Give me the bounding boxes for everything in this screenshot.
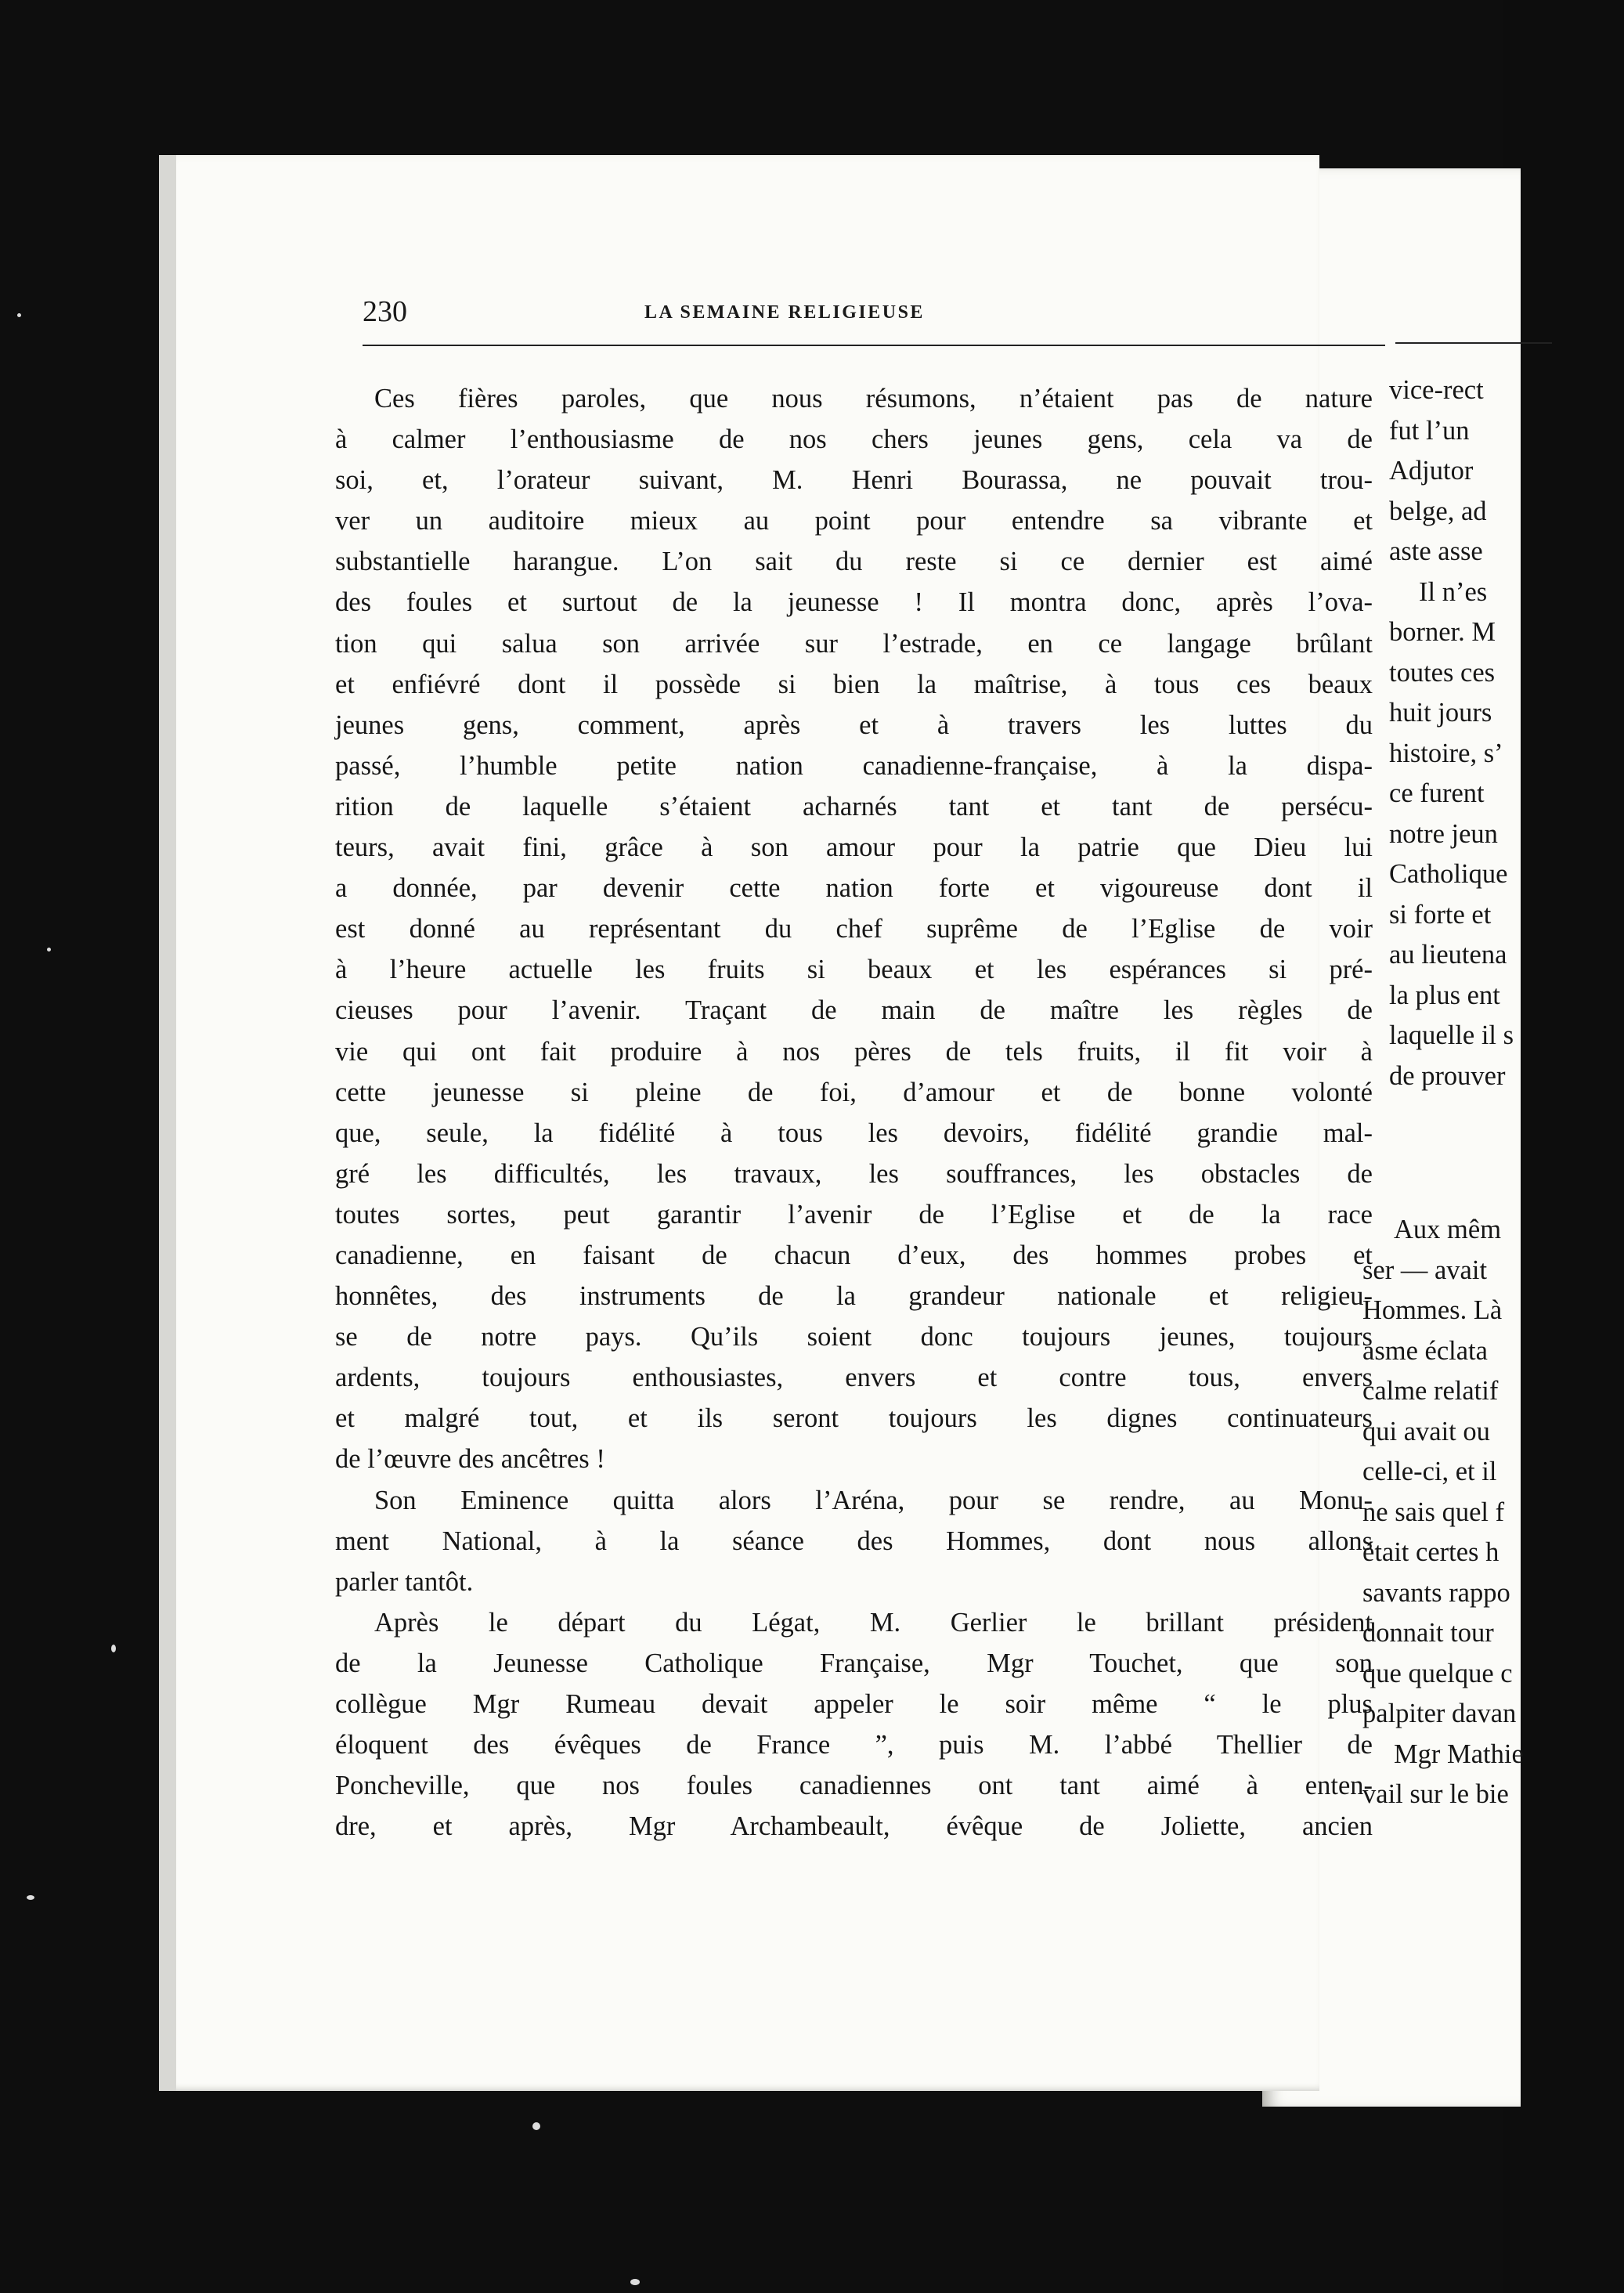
dust-speck	[17, 313, 21, 317]
text-line: jeunes gens, comment, après et à travers les luttes du	[335, 710, 1373, 740]
text-line: Mgr Mathie	[1394, 1739, 1524, 1769]
text-line: si forte et	[1389, 899, 1492, 930]
text-line: collègue Mgr Rumeau devait appeler le soir même “ le plus	[335, 1689, 1373, 1719]
text-line: la plus ent	[1389, 980, 1500, 1010]
text-line: Hommes. Là	[1362, 1295, 1503, 1325]
text-line: toutes sortes, peut garantir l’avenir de l’Eglise et de la race	[335, 1199, 1373, 1230]
text-line: à l’heure actuelle les fruits si beaux et les espérances si pré-	[335, 955, 1373, 985]
text-line: cieuses pour l’avenir. Traçant de main de maître les règles de	[335, 995, 1373, 1026]
text-line: tion qui salua son arrivée sur l’estrade, en ce langage brûlant	[335, 628, 1373, 659]
text-line: savants rappo	[1362, 1577, 1510, 1608]
text-line: Aux mêm	[1394, 1215, 1502, 1244]
text-line: est donné au représentant du chef suprême de l’Eglise de voir	[335, 914, 1373, 944]
text-line: Il n’es	[1419, 576, 1488, 607]
text-line: toutes ces	[1389, 657, 1496, 688]
text-line: Poncheville, que nos foules canadiennes ont tant aimé à enten-	[335, 1771, 1373, 1801]
text-line: soi, et, l’orateur suivant, M. Henri Bourassa, ne pouvait trou-	[335, 465, 1373, 496]
body-text	[335, 378, 1373, 1847]
text-line: teurs, avait fini, grâce à son amour pour la patrie que Dieu lui	[335, 832, 1373, 863]
text-line: ment National, à la séance des Hommes, dont nous allons	[335, 1526, 1373, 1556]
text-line: notre jeun	[1389, 818, 1498, 849]
text-line: éloquent des évêques de France ”, puis M. l’abbé Thellier de	[335, 1730, 1373, 1760]
text-line: fut l’un	[1389, 415, 1470, 446]
dust-speck	[630, 2279, 640, 2285]
text-line: belge, ad	[1389, 496, 1487, 526]
text-line: ne sais quel f	[1362, 1497, 1505, 1527]
header-rule	[363, 345, 1385, 346]
running-title: LA SEMAINE RELIGIEUSE	[644, 302, 925, 323]
text-line: Son Eminence quitta alors l’Aréna, pour se rendre, au Monu-	[374, 1485, 1373, 1515]
right-page-text-top	[1389, 370, 1624, 1096]
dust-speck	[111, 1645, 116, 1652]
text-line: des foules et surtout de la jeunesse ! Il montra donc, après l’ova-	[335, 587, 1373, 618]
text-line: Catholique	[1389, 859, 1508, 889]
text-line: histoire, s’	[1389, 738, 1503, 768]
text-line: passé, l’humble petite nation canadienne-française, à la dispa-	[335, 750, 1373, 781]
text-line: se de notre pays. Qu’ils soient donc toujours jeunes, toujours	[335, 1322, 1373, 1352]
text-line: vice-rect	[1389, 375, 1484, 405]
right-header-rule	[1395, 342, 1552, 344]
text-line: cette jeunesse si pleine de foi, d’amour et de bonne volonté	[335, 1077, 1373, 1107]
text-line: que quelque c	[1362, 1658, 1513, 1688]
text-line: vail sur le bie	[1362, 1779, 1509, 1809]
text-line: que, seule, la fidélité à tous les devoirs, fidélité grandie mal-	[335, 1118, 1373, 1148]
text-line: asme éclata	[1362, 1335, 1488, 1366]
text-line: rition de laquelle s’étaient acharnés tant et tant de persécu-	[335, 791, 1373, 822]
text-line: était certes h	[1362, 1537, 1499, 1567]
text-line: palpiter davan	[1362, 1699, 1517, 1728]
dust-speck	[47, 948, 51, 952]
text-line: qui avait ou	[1362, 1416, 1490, 1446]
page-gutter-shadow	[159, 155, 176, 2091]
text-line: donnait tour	[1362, 1618, 1494, 1648]
text-line: et enfiévré dont il possède si bien la maîtrise, à tous ces beaux	[335, 669, 1373, 699]
left-page	[159, 155, 1373, 2091]
text-line: ardents, toujours enthousiastes, envers et contre tous, envers	[335, 1363, 1373, 1393]
text-line: borner. M	[1389, 617, 1496, 647]
text-line: ver un auditoire mieux au point pour entendre sa vibrante et	[335, 506, 1373, 536]
text-line: laquelle il s	[1389, 1020, 1514, 1050]
text-line: de prouver	[1389, 1060, 1506, 1091]
right-page-text-bottom	[1362, 1210, 1597, 1815]
text-line: dre, et après, Mgr Archambeault, évêque de Joliette, ancien	[335, 1811, 1373, 1842]
text-line: honnêtes, des instruments de la grandeur nationale et religieu-	[335, 1281, 1373, 1312]
page-number: 230	[363, 295, 407, 328]
text-line: vie qui ont fait produire à nos pères de tels fruits, il fit voir à	[335, 1036, 1373, 1067]
text-line: Adjutor	[1389, 456, 1474, 486]
text-line: parler tantôt.	[335, 1566, 474, 1597]
text-line: celle-ci, et il	[1362, 1457, 1497, 1486]
running-head	[363, 294, 1385, 332]
text-line: de l’œuvre des ancêtres !	[335, 1444, 605, 1475]
text-line: gré les difficultés, les travaux, les souffrances, les obstacles de	[335, 1158, 1373, 1189]
text-line: aste asse	[1389, 536, 1483, 566]
dust-speck	[27, 1895, 34, 1900]
text-line: Après le départ du Légat, M. Gerlier le brillant président	[374, 1607, 1373, 1638]
text-line: Ces fières paroles, que nous résumons, n’étaient pas de nature	[374, 384, 1373, 413]
dust-speck	[532, 2122, 540, 2130]
text-line: substantielle harangue. L’on sait du reste si ce dernier est aimé	[335, 547, 1373, 577]
text-line: de la Jeunesse Catholique Française, Mgr Touchet, que son	[335, 1648, 1373, 1678]
text-line: ser — avait	[1362, 1255, 1488, 1285]
text-line: à calmer l’enthousiasme de nos chers jeunes gens, cela va de	[335, 424, 1373, 455]
text-line: au lieutena	[1389, 940, 1507, 970]
text-line: canadienne, en faisant de chacun d’eux, des hommes probes et	[335, 1240, 1373, 1270]
text-line: a donnée, par devenir cette nation forte et vigoureuse dont il	[335, 873, 1373, 904]
text-line: huit jours	[1389, 698, 1492, 728]
text-line: et malgré tout, et ils seront toujours les dignes continuateurs	[335, 1403, 1373, 1434]
text-line: ce furent	[1389, 778, 1485, 808]
text-line: calme relatif	[1362, 1376, 1499, 1406]
